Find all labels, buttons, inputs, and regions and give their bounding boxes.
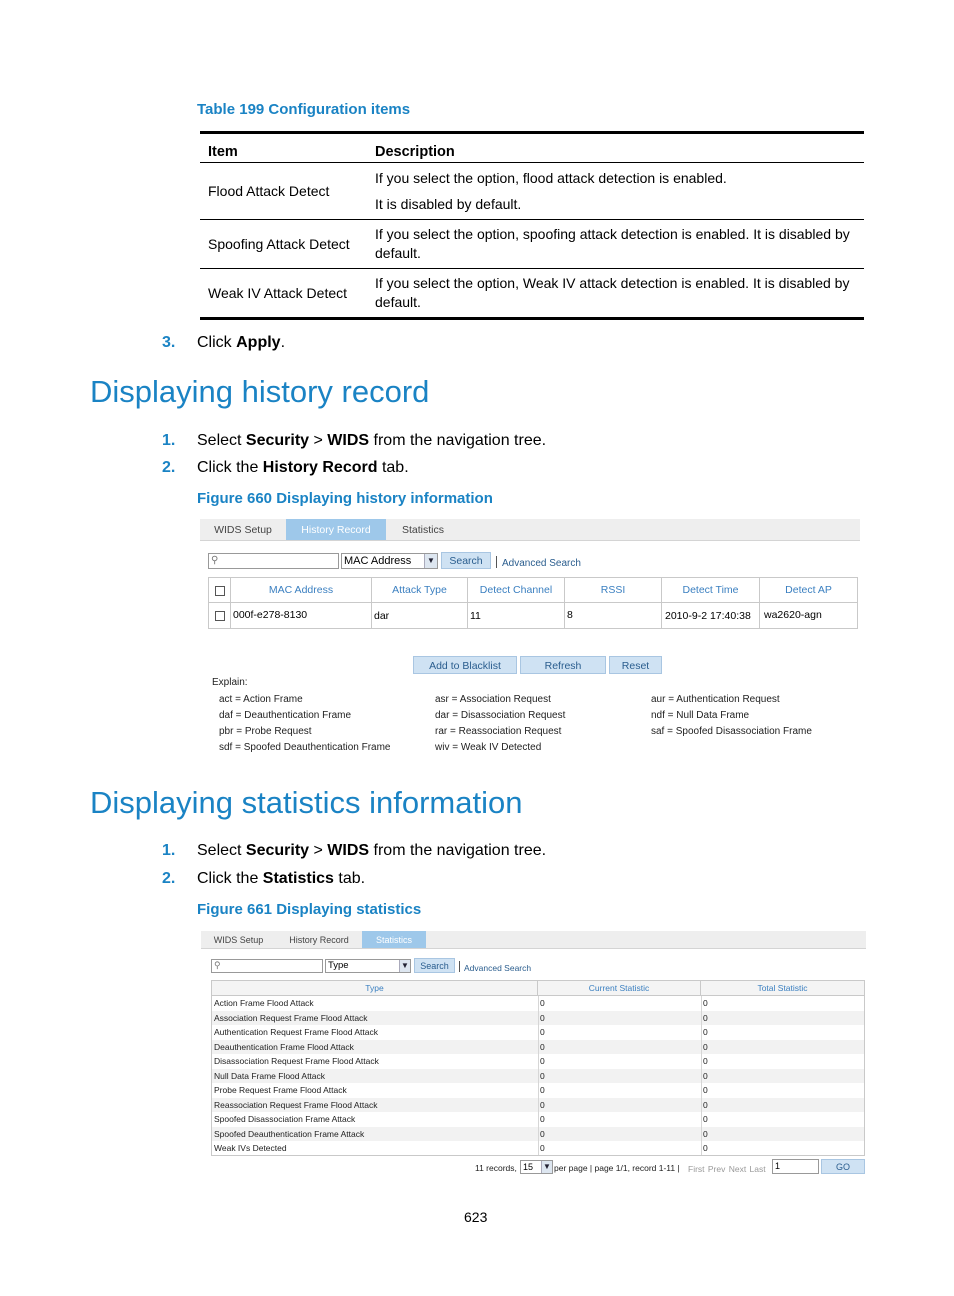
chevron-down-icon: ▼	[399, 960, 410, 972]
cell-item: Spoofing Attack Detect	[200, 220, 367, 269]
advanced-search-link[interactable]: Advanced Search	[464, 963, 532, 973]
cell-rssi: 8	[565, 603, 662, 628]
tab-wids-setup[interactable]: WIDS Setup	[214, 524, 272, 536]
cell-current: 0	[540, 1041, 545, 1052]
desc-line: If you select the option, flood attack detection is enabled.	[375, 169, 727, 186]
cell-item: Flood Attack Detect	[200, 163, 367, 220]
search-icon: ⚲	[214, 960, 221, 970]
select-all-checkbox[interactable]	[215, 586, 225, 596]
cell-current: 0	[540, 1143, 545, 1153]
cell-type: Disassociation Request Frame Flood Attack	[214, 1056, 379, 1066]
cell-type: Spoofed Deauthentication Frame Attack	[214, 1128, 365, 1139]
cell-total: 0	[703, 1027, 708, 1037]
col-type[interactable]: Type	[212, 981, 538, 995]
chevron-down-icon: ▼	[424, 554, 437, 568]
cell-type: Weak IVs Detected	[214, 1143, 287, 1153]
cell-total: 0	[703, 1056, 708, 1066]
cell-type: Null Data Frame Flood Attack	[214, 1070, 326, 1081]
per-page-select[interactable]: 15 ▼	[520, 1160, 553, 1174]
cell-description	[367, 163, 864, 220]
cell-current: 0	[540, 1056, 545, 1066]
config-table	[200, 131, 864, 320]
cell-type: Probe Request Frame Flood Attack	[214, 1085, 347, 1095]
cell-time: 2010-9-2 17:40:38	[662, 603, 760, 628]
row-checkbox[interactable]	[215, 611, 225, 621]
cell-type: Reassociation Request Frame Flood Attack	[214, 1099, 378, 1110]
cell-current: 0	[540, 1012, 545, 1023]
refresh-button[interactable]: Refresh	[520, 656, 606, 674]
tab-history-record[interactable]: History Record	[289, 935, 349, 945]
cell-ap: wa2620-agn	[764, 609, 822, 621]
table-row	[209, 603, 857, 628]
cell-type: Authentication Request Frame Flood Attack	[214, 1027, 378, 1037]
col-detect-ap[interactable]: Detect AP	[785, 584, 832, 596]
tab-bar	[200, 519, 860, 541]
header-description: Description	[367, 133, 864, 163]
figure-caption: Figure 661 Displaying statistics	[197, 901, 422, 918]
cell-current: 0	[540, 1027, 545, 1037]
search-button[interactable]: Search	[414, 958, 455, 973]
cell-type: Deauthentication Frame Flood Attack	[214, 1041, 354, 1052]
cell-total: 0	[703, 998, 708, 1008]
cell-total: 0	[703, 1041, 708, 1052]
col-current-statistic[interactable]: Current Statistic	[538, 981, 701, 995]
header-item: Item	[200, 133, 367, 163]
search-input[interactable]	[208, 553, 339, 569]
pager-info: per page | page 1/1, record 1-11 |	[554, 1163, 680, 1173]
page-number: 623	[464, 1209, 488, 1225]
cell-current: 0	[540, 998, 545, 1008]
explain-col-1: act = Action Frame daf = Deauthentication Frame pbr = Probe Request sdf = Spoofed Deauthentication Frame	[219, 694, 391, 753]
col-attack-type[interactable]: Attack Type	[372, 578, 468, 602]
table-caption: Table 199 Configuration items	[197, 101, 411, 118]
cell-total: 0	[703, 1099, 708, 1110]
field-select[interactable]: Type ▼	[325, 959, 411, 973]
col-total-statistic[interactable]: Total Statistic	[757, 983, 808, 993]
cell-channel: 11	[468, 603, 565, 628]
col-mac-address[interactable]: MAC Address	[231, 578, 372, 602]
cell-description: If you select the option, Weak IV attack detection is enabled. It is disabled by default.	[367, 269, 864, 319]
tab-wids-setup[interactable]: WIDS Setup	[213, 935, 264, 945]
cell-item: Weak IV Attack Detect	[200, 269, 367, 319]
grid-header	[212, 981, 864, 996]
cell-current: 0	[540, 1085, 545, 1095]
grid-header	[209, 578, 857, 603]
cell-total: 0	[703, 1143, 708, 1153]
chevron-down-icon: ▼	[541, 1161, 552, 1173]
cell-current: 0	[540, 1114, 545, 1124]
tab-statistics[interactable]: Statistics	[401, 524, 444, 536]
figure-caption: Figure 660 Displaying history information	[197, 490, 493, 507]
explain-col-2: asr = Association Request dar = Disassociation Request rar = Reassociation Request wiv = Weak IV Detected	[435, 694, 566, 753]
cell-current: 0	[540, 1099, 545, 1110]
step-number: 3.	[162, 334, 176, 351]
desc-line: It is disabled by default.	[375, 195, 522, 212]
explain-label: Explain:	[212, 677, 248, 688]
step-text: Click Apply.	[197, 334, 286, 351]
cell-total: 0	[703, 1012, 708, 1023]
explain-col-3: aur = Authentication Request ndf = Null Data Frame saf = Spoofed Disassociation Frame	[651, 694, 812, 737]
history-grid	[208, 577, 858, 629]
advanced-search-link[interactable]: Advanced Search	[502, 558, 581, 569]
heading-history: Displaying history record	[90, 374, 430, 409]
cell-total: 0	[703, 1128, 708, 1139]
tab-bar	[201, 931, 866, 949]
reset-button[interactable]: Reset	[609, 656, 662, 674]
field-select[interactable]: MAC Address ▼	[341, 553, 438, 569]
tab-statistics[interactable]: Statistics	[362, 931, 426, 948]
cell-total: 0	[703, 1114, 708, 1124]
cell-current: 0	[540, 1070, 545, 1081]
col-rssi[interactable]: RSSI	[565, 578, 662, 602]
search-input[interactable]	[211, 959, 323, 973]
col-detect-channel[interactable]: Detect Channel	[468, 578, 565, 602]
cell-total: 0	[703, 1085, 708, 1095]
page-input[interactable]: 1	[772, 1159, 819, 1174]
cell-type: Association Request Frame Flood Attack	[214, 1012, 368, 1023]
tab-history-record[interactable]: History Record	[286, 519, 386, 540]
search-icon: ⚲	[211, 555, 219, 566]
go-button[interactable]: GO	[821, 1159, 865, 1174]
heading-statistics: Displaying statistics information	[90, 785, 523, 820]
statistics-grid	[211, 980, 865, 1156]
cell-type: Action Frame Flood Attack	[214, 998, 314, 1008]
cell-total: 0	[703, 1070, 708, 1081]
cell-description: If you select the option, spoofing attack detection is enabled. It is disabled by default.	[367, 220, 864, 269]
search-button[interactable]: Search	[441, 552, 491, 569]
cell-type: Spoofed Disassociation Frame Attack	[214, 1114, 356, 1124]
records-count: 11 records,	[475, 1163, 517, 1173]
cell-mac: 000f-e278-8130	[231, 603, 372, 628]
pager-nav[interactable]: First Prev Next Last	[688, 1164, 766, 1174]
add-to-blacklist-button[interactable]: Add to Blacklist	[413, 656, 517, 674]
cell-attack-type: dar	[372, 603, 468, 628]
col-detect-time[interactable]: Detect Time	[662, 578, 760, 602]
cell-current: 0	[540, 1128, 545, 1139]
